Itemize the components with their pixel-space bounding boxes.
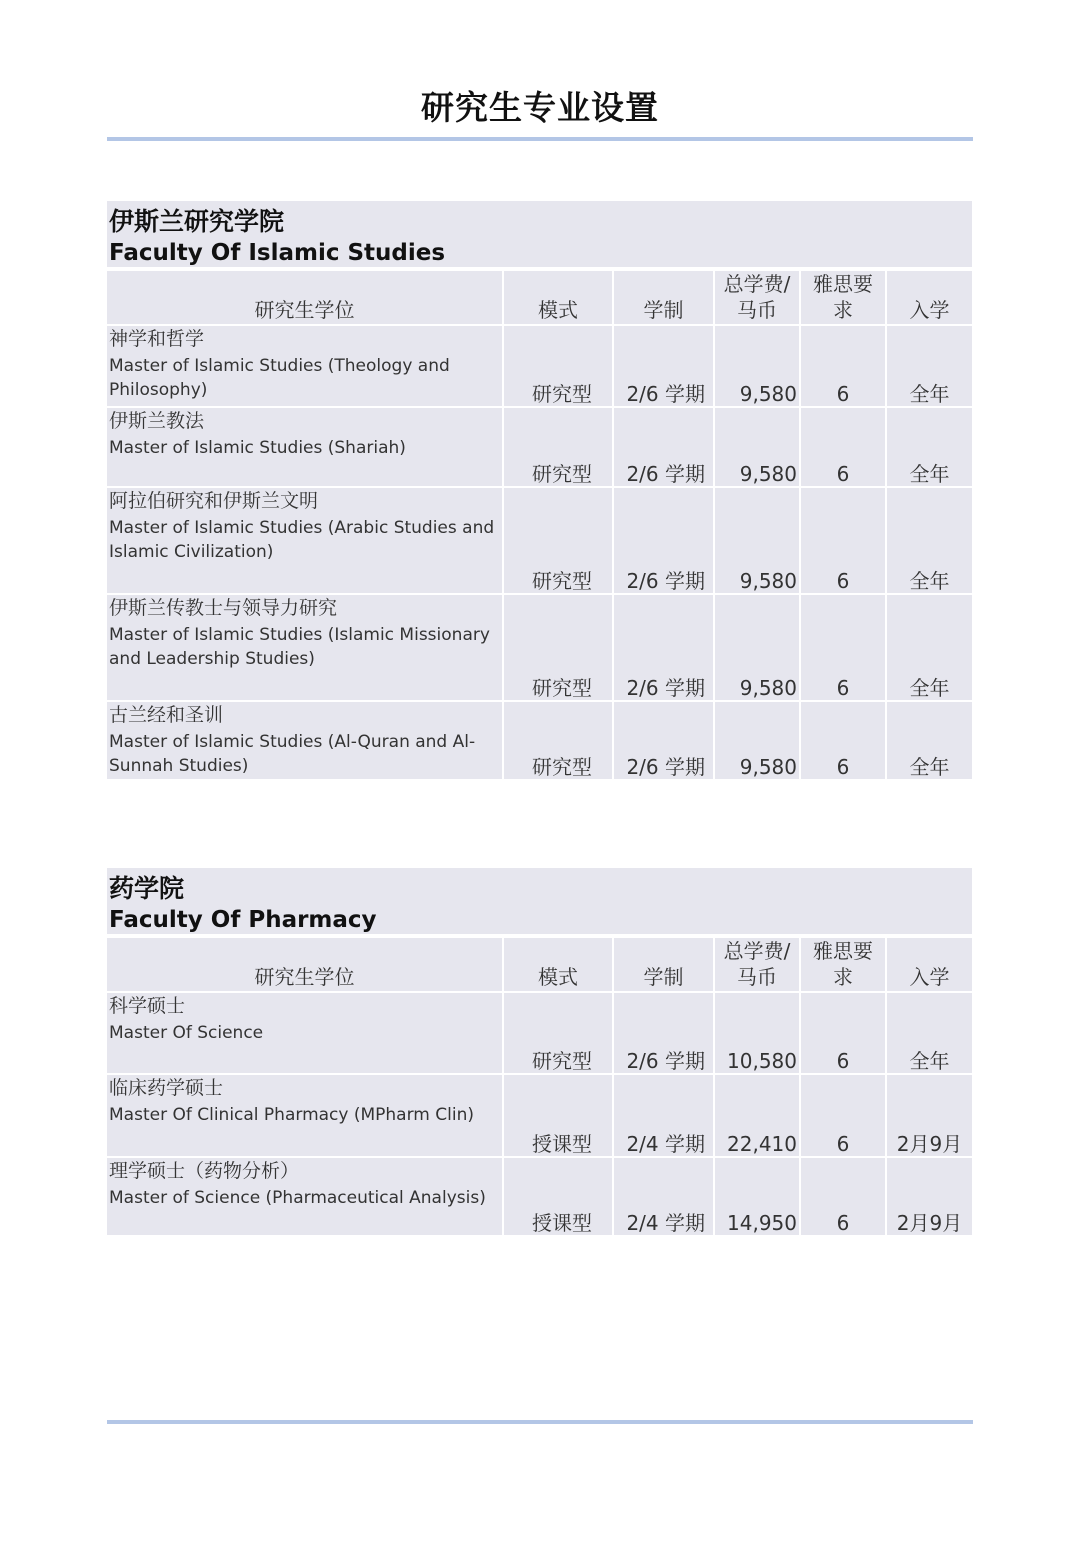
fee-cell: 9,580	[714, 325, 800, 407]
faculty-header	[107, 201, 972, 269]
footer-divider	[107, 1420, 973, 1424]
degree-cell	[107, 992, 503, 1074]
degree-name-zh: 科学硕士	[109, 995, 186, 1017]
faculty-name-zh: 药学院	[109, 874, 185, 903]
intake-cell: 全年	[886, 701, 972, 780]
ielts-cell: 6	[800, 594, 886, 701]
faculty-section-pharmacy	[107, 868, 972, 1237]
degree-cell	[107, 701, 503, 780]
degree-name-zh: 临床药学硕士	[109, 1077, 224, 1099]
table-header-row	[107, 937, 972, 992]
duration-cell: 2/6 学期	[613, 992, 714, 1074]
table-row	[107, 325, 972, 407]
degree-name-en: Master of Islamic Studies (Islamic Missionary and Leadership Studies)	[109, 625, 490, 669]
duration-cell: 2/6 学期	[613, 594, 714, 701]
fee-cell: 9,580	[714, 701, 800, 780]
column-header-ielts: 雅思要 求	[800, 937, 886, 992]
table-row	[107, 992, 972, 1074]
page-title: 研究生专业设置	[421, 88, 659, 127]
intake-cell: 全年	[886, 594, 972, 701]
table-row	[107, 407, 972, 487]
faculty-name-zh: 伊斯兰研究学院	[109, 207, 285, 236]
faculty-name-en: Faculty Of Pharmacy	[109, 907, 377, 933]
degree-name-en: Master of Islamic Studies (Arabic Studies and Islamic Civilization)	[109, 518, 495, 562]
programs-table	[107, 269, 972, 781]
mode-cell: 研究型	[503, 487, 613, 594]
degree-name-zh: 理学硕士（药物分析）	[109, 1160, 300, 1182]
column-header-duration: 学制	[613, 270, 714, 325]
degree-name-en: Master of Islamic Studies (Al-Quran and Al-Sunnah Studies)	[109, 732, 476, 776]
ielts-cell: 6	[800, 992, 886, 1074]
degree-name-zh: 神学和哲学	[109, 328, 205, 350]
intake-cell: 全年	[886, 487, 972, 594]
degree-cell	[107, 1157, 503, 1236]
intake-cell: 全年	[886, 325, 972, 407]
mode-cell: 研究型	[503, 701, 613, 780]
degree-name-en: Master of Islamic Studies (Shariah)	[109, 438, 406, 458]
fee-cell: 9,580	[714, 594, 800, 701]
faculty-header	[107, 868, 972, 936]
fee-cell: 22,410	[714, 1074, 800, 1157]
intake-cell: 2月9月	[886, 1157, 972, 1236]
fee-cell: 9,580	[714, 407, 800, 487]
column-header-fee: 总学费/ 马币	[714, 270, 800, 325]
header-divider	[107, 137, 973, 141]
duration-cell: 2/4 学期	[613, 1074, 714, 1157]
duration-cell: 2/6 学期	[613, 487, 714, 594]
programs-table	[107, 936, 972, 1237]
degree-name-en: Master of Islamic Studies (Theology and Philosophy)	[109, 356, 450, 400]
column-header-fee: 总学费/ 马币	[714, 937, 800, 992]
column-header-mode: 模式	[503, 270, 613, 325]
ielts-cell: 6	[800, 701, 886, 780]
column-header-degree: 研究生学位	[107, 937, 503, 992]
mode-cell: 研究型	[503, 992, 613, 1074]
mode-cell: 授课型	[503, 1157, 613, 1236]
column-header-ielts: 雅思要 求	[800, 270, 886, 325]
degree-name-zh: 伊斯兰教法	[109, 410, 205, 432]
duration-cell: 2/4 学期	[613, 1157, 714, 1236]
table-row	[107, 487, 972, 594]
ielts-cell: 6	[800, 1157, 886, 1236]
ielts-cell: 6	[800, 407, 886, 487]
fee-cell: 14,950	[714, 1157, 800, 1236]
degree-name-en: Master Of Clinical Pharmacy (MPharm Clin)	[109, 1105, 474, 1125]
faculty-name-en: Faculty Of Islamic Studies	[109, 240, 446, 266]
mode-cell: 授课型	[503, 1074, 613, 1157]
degree-name-zh: 伊斯兰传教士与领导力研究	[109, 597, 338, 619]
mode-cell: 研究型	[503, 325, 613, 407]
column-header-intake: 入学	[886, 937, 972, 992]
fee-cell: 9,580	[714, 487, 800, 594]
duration-cell: 2/6 学期	[613, 325, 714, 407]
mode-cell: 研究型	[503, 407, 613, 487]
fee-cell: 10,580	[714, 992, 800, 1074]
column-header-degree: 研究生学位	[107, 270, 503, 325]
degree-cell	[107, 487, 503, 594]
table-row	[107, 701, 972, 780]
faculty-section-islamic-studies	[107, 201, 972, 781]
ielts-cell: 6	[800, 1074, 886, 1157]
table-row	[107, 1074, 972, 1157]
mode-cell: 研究型	[503, 594, 613, 701]
degree-cell	[107, 594, 503, 701]
column-header-intake: 入学	[886, 270, 972, 325]
ielts-cell: 6	[800, 487, 886, 594]
degree-name-zh: 阿拉伯研究和伊斯兰文明	[109, 490, 319, 512]
ielts-cell: 6	[800, 325, 886, 407]
degree-name-zh: 古兰经和圣训	[109, 704, 224, 726]
intake-cell: 全年	[886, 992, 972, 1074]
degree-cell	[107, 407, 503, 487]
duration-cell: 2/6 学期	[613, 701, 714, 780]
column-header-mode: 模式	[503, 937, 613, 992]
degree-cell	[107, 1074, 503, 1157]
degree-name-en: Master Of Science	[109, 1023, 264, 1043]
degree-name-en: Master of Science (Pharmaceutical Analysis)	[109, 1188, 486, 1208]
degree-cell	[107, 325, 503, 407]
duration-cell: 2/6 学期	[613, 407, 714, 487]
table-row	[107, 1157, 972, 1236]
column-header-duration: 学制	[613, 937, 714, 992]
table-row	[107, 594, 972, 701]
intake-cell: 全年	[886, 407, 972, 487]
table-header-row	[107, 270, 972, 325]
intake-cell: 2月9月	[886, 1074, 972, 1157]
